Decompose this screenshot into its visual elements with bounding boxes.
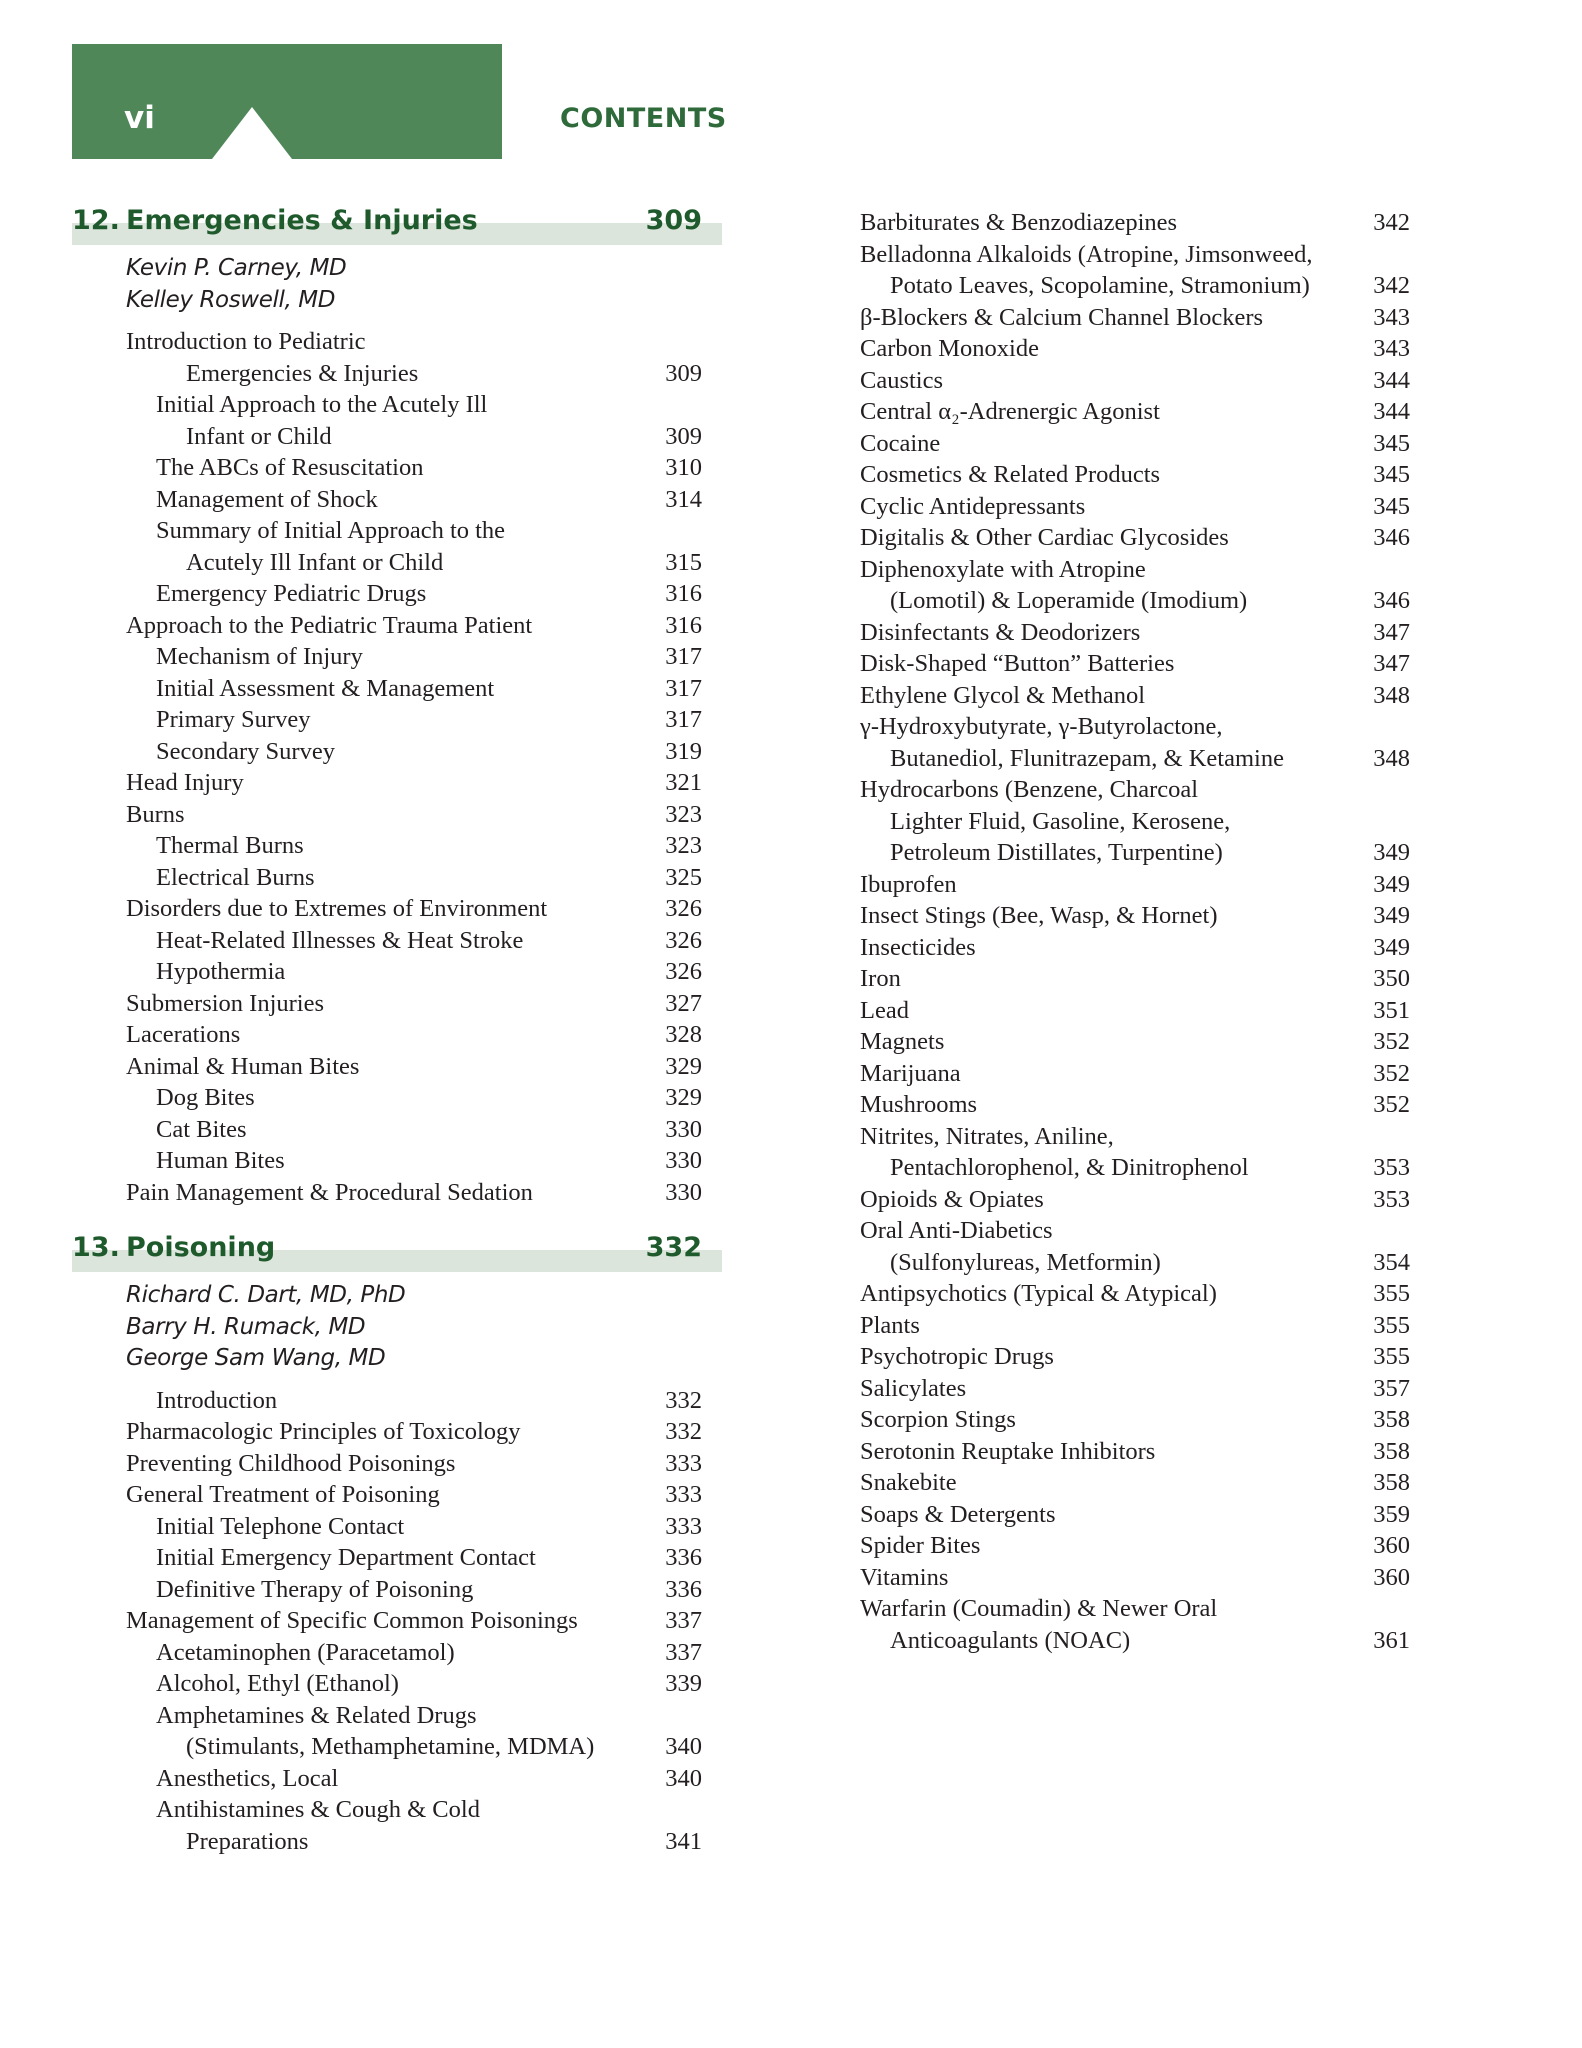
toc-entry[interactable] <box>860 459 1410 491</box>
toc-entry-page: 349 <box>1373 870 1410 898</box>
toc-entry-page: 328 <box>665 1021 702 1048</box>
toc-entry[interactable] <box>860 963 1410 995</box>
toc-entry[interactable] <box>72 1145 722 1177</box>
toc-entry[interactable] <box>860 1499 1410 1531</box>
toc-entry-title: Mushrooms <box>860 1091 978 1118</box>
toc-entry[interactable] <box>860 333 1410 365</box>
toc-entry[interactable] <box>860 617 1410 649</box>
toc-entry-title: Soaps & Detergents <box>860 1500 1056 1528</box>
toc-entry-title: Head Injury <box>126 769 244 796</box>
toc-entry[interactable] <box>860 207 1410 239</box>
toc-entry-page: 359 <box>1373 1500 1410 1528</box>
toc-entry[interactable] <box>860 1341 1410 1373</box>
toc-entry-page: 314 <box>665 485 702 513</box>
toc-entry-title: Ibuprofen <box>860 870 957 898</box>
toc-entry[interactable] <box>72 1605 722 1637</box>
toc-entry[interactable] <box>72 1416 722 1448</box>
toc-entry-title: Electrical Burns <box>156 863 315 891</box>
toc-entry-page: 347 <box>1373 650 1410 677</box>
toc-entry-title: Alcohol, Ethyl (Ethanol) <box>156 1670 399 1697</box>
toc-entry-title: Introduction <box>156 1386 278 1414</box>
toc-entry-title: General Treatment of Poisoning <box>126 1481 440 1508</box>
toc-entry-page: 309 <box>665 359 702 387</box>
toc-entry-title: Opioids & Opiates <box>860 1185 1044 1213</box>
toc-entry-title: Cat Bites <box>156 1115 247 1143</box>
toc-entry-title: Insect Stings (Bee, Wasp, & Hornet) <box>860 902 1218 929</box>
toc-entry-page: 337 <box>665 1638 702 1666</box>
toc-entry-title: Lacerations <box>126 1021 241 1048</box>
running-head: CONTENTS <box>560 103 727 134</box>
toc-entry-title: Anesthetics, Local <box>156 1764 339 1792</box>
toc-entry[interactable] <box>860 900 1410 932</box>
toc-entry[interactable] <box>72 1763 722 1795</box>
toc-entry[interactable] <box>860 491 1410 523</box>
author-name: Kelley Roswell, MD <box>126 286 336 313</box>
toc-entry-page: 345 <box>1373 461 1410 488</box>
toc-entry-page: 349 <box>1373 839 1410 866</box>
toc-entry-title: Mechanism of Injury <box>156 643 363 670</box>
toc-entry[interactable] <box>72 389 722 452</box>
toc-entry-page: 330 <box>665 1178 702 1206</box>
toc-entry-page: 355 <box>1373 1311 1410 1339</box>
toc-entry-title: Lighter Fluid, Gasoline, Kerosene, <box>890 807 1231 835</box>
toc-entry-title: Acutely Ill Infant or Child <box>186 548 444 576</box>
toc-entry-title: Psychotropic Drugs <box>860 1343 1054 1370</box>
chapter-authors <box>72 253 722 316</box>
toc-left-column <box>72 205 722 1857</box>
toc-entry-title: Disinfectants & Deodorizers <box>860 618 1141 646</box>
toc-entry[interactable] <box>860 1058 1410 1090</box>
toc-entry-title: Initial Emergency Department Contact <box>156 1544 536 1571</box>
toc-entry-title: Pentachlorophenol, & Dinitrophenol <box>890 1154 1249 1181</box>
toc-entry-title: Salicylates <box>860 1374 967 1402</box>
toc-entry[interactable] <box>72 1448 722 1480</box>
toc-entry[interactable] <box>860 1562 1410 1594</box>
toc-entry-title: Diphenoxylate with Atropine <box>860 555 1146 583</box>
toc-entry-title: Antipsychotics (Typical & Atypical) <box>860 1280 1217 1307</box>
toc-entry-page: 361 <box>1373 1626 1410 1654</box>
toc-entry-page: 317 <box>665 643 702 670</box>
toc-entry[interactable] <box>72 736 722 768</box>
toc-entry[interactable] <box>860 396 1410 428</box>
toc-entry[interactable] <box>72 1542 722 1574</box>
toc-entry-page: 325 <box>665 863 702 891</box>
toc-entry-title: Plants <box>860 1311 920 1339</box>
toc-entry-title: Lead <box>860 996 909 1024</box>
toc-entry-page: 344 <box>1373 398 1410 425</box>
toc-entry[interactable] <box>860 1436 1410 1468</box>
toc-entry[interactable] <box>72 1051 722 1083</box>
toc-entry[interactable] <box>72 1511 722 1543</box>
toc-entry-page: 329 <box>665 1052 702 1080</box>
toc-entry-page: 316 <box>665 580 702 607</box>
toc-entry-title: Thermal Burns <box>156 832 304 859</box>
toc-entry-title: (Sulfonylureas, Metformin) <box>890 1248 1161 1276</box>
toc-entry-page: 321 <box>665 769 702 796</box>
header-tab <box>72 44 502 159</box>
chapter-number: 13. <box>72 1232 120 1263</box>
toc-entry[interactable] <box>860 428 1410 460</box>
toc-entry-title: Initial Telephone Contact <box>156 1512 405 1540</box>
toc-entry[interactable] <box>860 1215 1410 1278</box>
toc-entry-page: 358 <box>1373 1469 1410 1496</box>
toc-entry[interactable] <box>72 988 722 1020</box>
toc-entry-title: Disk-Shaped “Button” Batteries <box>860 650 1175 677</box>
toc-entry-page: 352 <box>1373 1059 1410 1087</box>
toc-entry[interactable] <box>860 1593 1410 1656</box>
toc-entry-title: Digitalis & Other Cardiac Glycosides <box>860 524 1229 551</box>
chapter-heading[interactable] <box>72 205 722 243</box>
toc-entry-title: Preventing Childhood Poisonings <box>126 1449 456 1477</box>
toc-entry-page: 310 <box>665 454 702 481</box>
toc-entry[interactable] <box>72 704 722 736</box>
toc-entry-title: Definitive Therapy of Poisoning <box>156 1575 474 1603</box>
toc-entry-page: 340 <box>665 1733 702 1760</box>
toc-entry-title: The ABCs of Resuscitation <box>156 454 424 481</box>
toc-entry-page: 352 <box>1373 1028 1410 1055</box>
toc-entry[interactable] <box>860 1121 1410 1184</box>
toc-entry[interactable] <box>860 1404 1410 1436</box>
toc-entry-page: 326 <box>665 958 702 985</box>
toc-entry-page: 351 <box>1373 996 1410 1024</box>
toc-entry-page: 355 <box>1373 1343 1410 1370</box>
toc-entry[interactable] <box>72 578 722 610</box>
toc-entry-page: 336 <box>665 1575 702 1603</box>
toc-entry-page: 330 <box>665 1115 702 1143</box>
toc-entry-title: Belladonna Alkaloids (Atropine, Jimsonweed, <box>860 240 1313 268</box>
toc-entry-title: Introduction to Pediatric <box>126 328 366 355</box>
toc-entry[interactable] <box>72 1177 722 1209</box>
toc-entry-title: Submersion Injuries <box>126 989 325 1017</box>
toc-entry-title: Insecticides <box>860 933 976 961</box>
toc-entry-title: Magnets <box>860 1028 945 1055</box>
chapter-12-entries <box>72 326 722 1208</box>
chapter-title: Emergencies & Injuries <box>126 205 478 236</box>
toc-entry[interactable] <box>860 711 1410 774</box>
toc-entry-title: Potato Leaves, Scopolamine, Stramonium) <box>890 272 1310 299</box>
toc-entry-page: 354 <box>1373 1248 1410 1276</box>
toc-entry[interactable] <box>72 893 722 925</box>
toc-entry-title: γ-Hydroxybutyrate, γ-Butyrolactone, <box>860 713 1223 740</box>
toc-entry-title: Iron <box>860 965 901 992</box>
toc-entry-title: Dog Bites <box>156 1084 255 1111</box>
toc-entry-title: Disorders due to Extremes of Environment <box>126 895 548 922</box>
toc-entry[interactable] <box>860 1184 1410 1216</box>
chapter-page: 332 <box>645 1232 702 1263</box>
toc-entry-page: 353 <box>1373 1154 1410 1181</box>
toc-entry-title: Management of Shock <box>156 485 378 513</box>
toc-entry-page: 348 <box>1373 744 1410 772</box>
chapter-heading[interactable] <box>72 1232 722 1270</box>
toc-entry-title: Cocaine <box>860 429 941 457</box>
toc-entry-page: 341 <box>665 1827 702 1855</box>
toc-entry[interactable] <box>72 641 722 673</box>
toc-entry[interactable] <box>72 1668 722 1700</box>
toc-entry-title: Animal & Human Bites <box>126 1052 360 1080</box>
toc-entry-page: 336 <box>665 1544 702 1571</box>
toc-entry-title: Marijuana <box>860 1059 961 1087</box>
toc-entry-page: 343 <box>1373 303 1410 331</box>
toc-entry-page: 333 <box>665 1481 702 1508</box>
chapter-title: Poisoning <box>126 1232 276 1263</box>
toc-entry-page: 357 <box>1373 1374 1410 1402</box>
toc-entry-title: Butanediol, Flunitrazepam, & Ketamine <box>890 744 1284 772</box>
toc-entry[interactable] <box>72 452 722 484</box>
toc-entry-title: Carbon Monoxide <box>860 335 1039 362</box>
toc-entry[interactable] <box>72 1114 722 1146</box>
toc-entry-page: 345 <box>1373 492 1410 520</box>
toc-entry-page: 360 <box>1373 1532 1410 1559</box>
toc-entry-title: Vitamins <box>860 1563 949 1591</box>
toc-entry[interactable] <box>860 869 1410 901</box>
toc-entry-page: 349 <box>1373 902 1410 929</box>
toc-entry-title: Heat-Related Illnesses & Heat Stroke <box>156 926 524 954</box>
toc-entry[interactable] <box>72 326 722 389</box>
toc-entry[interactable] <box>860 774 1410 869</box>
toc-entry-title: Amphetamines & Related Drugs <box>156 1701 477 1729</box>
toc-entry-title: Secondary Survey <box>156 737 335 765</box>
toc-entry-page: 347 <box>1373 618 1410 646</box>
toc-entry[interactable] <box>72 515 722 578</box>
toc-entry-title: Initial Approach to the Acutely Ill <box>156 391 488 418</box>
toc-entry-title: Cyclic Antidepressants <box>860 492 1086 520</box>
toc-entry-title: Nitrites, Nitrates, Aniline, <box>860 1122 1114 1150</box>
toc-entry[interactable] <box>860 1467 1410 1499</box>
toc-entry-title: Ethylene Glycol & Methanol <box>860 681 1146 709</box>
header-notch <box>212 107 292 159</box>
toc-entry[interactable] <box>860 648 1410 680</box>
toc-entry-title: Caustics <box>860 366 944 394</box>
toc-entry-title: Petroleum Distillates, Turpentine) <box>890 839 1223 866</box>
toc-entry[interactable] <box>72 767 722 799</box>
chapter-13-entries <box>72 1385 722 1858</box>
toc-entry-title: Warfarin (Coumadin) & Newer Oral <box>860 1595 1218 1622</box>
toc-entry[interactable] <box>860 932 1410 964</box>
toc-entry-page: 317 <box>665 674 702 702</box>
toc-entry-page: 309 <box>665 422 702 450</box>
toc-entry[interactable] <box>860 1373 1410 1405</box>
toc-entry[interactable] <box>72 673 722 705</box>
toc-entry-page: 319 <box>665 737 702 765</box>
author-name: Barry H. Rumack, MD <box>126 1313 366 1340</box>
toc-entry-title: Infant or Child <box>186 422 332 450</box>
author-name: George Sam Wang, MD <box>126 1345 386 1371</box>
toc-entry-page: 317 <box>665 706 702 733</box>
toc-entry-title: Initial Assessment & Management <box>156 674 495 702</box>
toc-entry-title: Acetaminophen (Paracetamol) <box>156 1638 455 1666</box>
toc-entry[interactable] <box>72 1574 722 1606</box>
toc-entry[interactable] <box>72 925 722 957</box>
toc-entry[interactable] <box>860 302 1410 334</box>
toc-entry-title: Scorpion Stings <box>860 1406 1016 1433</box>
toc-entry-page: 315 <box>665 548 702 576</box>
toc-entry-page: 352 <box>1373 1091 1410 1118</box>
toc-entry[interactable] <box>860 995 1410 1027</box>
toc-entry[interactable] <box>860 1530 1410 1562</box>
toc-entry[interactable] <box>72 862 722 894</box>
toc-entry[interactable] <box>72 1637 722 1669</box>
chapter-authors <box>72 1280 722 1375</box>
toc-entry-title: Pharmacologic Principles of Toxicology <box>126 1418 521 1445</box>
toc-entry-title: Antihistamines & Cough & Cold <box>156 1796 480 1823</box>
toc-entry-page: 345 <box>1373 429 1410 457</box>
toc-entry-page: 329 <box>665 1084 702 1111</box>
toc-entry-page: 323 <box>665 832 702 859</box>
toc-entry-title: (Lomotil) & Loperamide (Imodium) <box>890 587 1248 614</box>
toc-entry-title: Emergency Pediatric Drugs <box>156 580 427 607</box>
toc-entry-title: Cosmetics & Related Products <box>860 461 1161 488</box>
toc-entry[interactable] <box>72 1794 722 1857</box>
toc-entry[interactable] <box>72 956 722 988</box>
toc-entry[interactable] <box>860 1089 1410 1121</box>
toc-entry-title: Hypothermia <box>156 958 286 985</box>
toc-entry-title: Serotonin Reuptake Inhibitors <box>860 1437 1156 1465</box>
toc-entry-title: Summary of Initial Approach to the <box>156 517 506 544</box>
toc-entry-title: Oral Anti-Diabetics <box>860 1217 1053 1244</box>
toc-entry-page: 332 <box>665 1386 702 1414</box>
toc-entry-page: 330 <box>665 1147 702 1174</box>
toc-entry-page: 333 <box>665 1512 702 1540</box>
toc-entry-title: Central α₂-Adrenergic Agonist <box>860 398 1160 425</box>
toc-entry-page: 349 <box>1373 933 1410 961</box>
toc-entry[interactable] <box>860 239 1410 302</box>
toc-entry-page: 340 <box>665 1764 702 1792</box>
toc-entry-page: 358 <box>1373 1437 1410 1465</box>
toc-entry-title: Approach to the Pediatric Trauma Patient <box>126 611 533 639</box>
chapter-number: 12. <box>72 205 120 236</box>
toc-entry-title: Human Bites <box>156 1147 285 1174</box>
toc-entry-page: 350 <box>1373 965 1410 992</box>
toc-entry[interactable] <box>860 1278 1410 1310</box>
toc-entry-page: 346 <box>1373 587 1410 614</box>
toc-entry-page: 344 <box>1373 366 1410 394</box>
toc-entry-page: 342 <box>1373 209 1410 236</box>
toc-entry-page: 360 <box>1373 1563 1410 1591</box>
page-folio: vi <box>124 100 155 136</box>
toc-entry-title: Anticoagulants (NOAC) <box>890 1626 1131 1654</box>
toc-entry[interactable] <box>72 1385 722 1417</box>
toc-entry-page: 353 <box>1373 1185 1410 1213</box>
toc-entry-page: 316 <box>665 611 702 639</box>
toc-entry-page: 333 <box>665 1449 702 1477</box>
toc-entry-page: 339 <box>665 1670 702 1697</box>
author-name: Richard C. Dart, MD, PhD <box>126 1282 406 1308</box>
toc-right-column <box>860 207 1410 1656</box>
toc-entry[interactable] <box>860 1026 1410 1058</box>
toc-entry[interactable] <box>72 610 722 642</box>
toc-entry[interactable] <box>72 1700 722 1763</box>
toc-entry-page: 358 <box>1373 1406 1410 1433</box>
toc-entry-page: 332 <box>665 1418 702 1445</box>
author-name: Kevin P. Carney, MD <box>126 255 347 281</box>
toc-entry[interactable] <box>860 522 1410 554</box>
toc-entry[interactable] <box>860 1310 1410 1342</box>
toc-entry-title: Snakebite <box>860 1469 957 1496</box>
toc-entry-title: Pain Management & Procedural Sedation <box>126 1178 533 1206</box>
toc-entry[interactable] <box>72 1082 722 1114</box>
toc-entry[interactable] <box>72 1019 722 1051</box>
toc-entry-title: Barbiturates & Benzodiazepines <box>860 209 1178 236</box>
toc-entry-page: 355 <box>1373 1280 1410 1307</box>
toc-entry[interactable] <box>860 554 1410 617</box>
toc-entry-title: Emergencies & Injuries <box>186 359 419 387</box>
toc-entry-page: 326 <box>665 895 702 922</box>
toc-entry[interactable] <box>72 830 722 862</box>
toc-entry[interactable] <box>72 1479 722 1511</box>
toc-entry-page: 343 <box>1373 335 1410 362</box>
chapter-13-entries-continued <box>860 207 1410 1656</box>
toc-entry[interactable] <box>860 680 1410 712</box>
toc-entry[interactable] <box>860 365 1410 397</box>
toc-entry[interactable] <box>72 484 722 516</box>
toc-entry-title: Spider Bites <box>860 1532 981 1559</box>
toc-entry-title: Burns <box>126 800 185 828</box>
toc-entry-page: 323 <box>665 800 702 828</box>
chapter-page: 309 <box>645 205 702 236</box>
toc-entry-page: 326 <box>665 926 702 954</box>
toc-entry-page: 346 <box>1373 524 1410 551</box>
toc-entry-page: 337 <box>665 1607 702 1634</box>
toc-entry-title: β-Blockers & Calcium Channel Blockers <box>860 303 1264 331</box>
toc-entry-title: (Stimulants, Methamphetamine, MDMA) <box>186 1733 595 1760</box>
toc-entry-title: Preparations <box>186 1827 309 1855</box>
toc-entry-page: 342 <box>1373 272 1410 299</box>
toc-entry-title: Management of Specific Common Poisonings <box>126 1607 578 1634</box>
toc-entry-title: Hydrocarbons (Benzene, Charcoal <box>860 776 1199 803</box>
toc-entry[interactable] <box>72 799 722 831</box>
toc-entry-page: 327 <box>665 989 702 1017</box>
toc-entry-page: 348 <box>1373 681 1410 709</box>
toc-entry-title: Primary Survey <box>156 706 311 733</box>
